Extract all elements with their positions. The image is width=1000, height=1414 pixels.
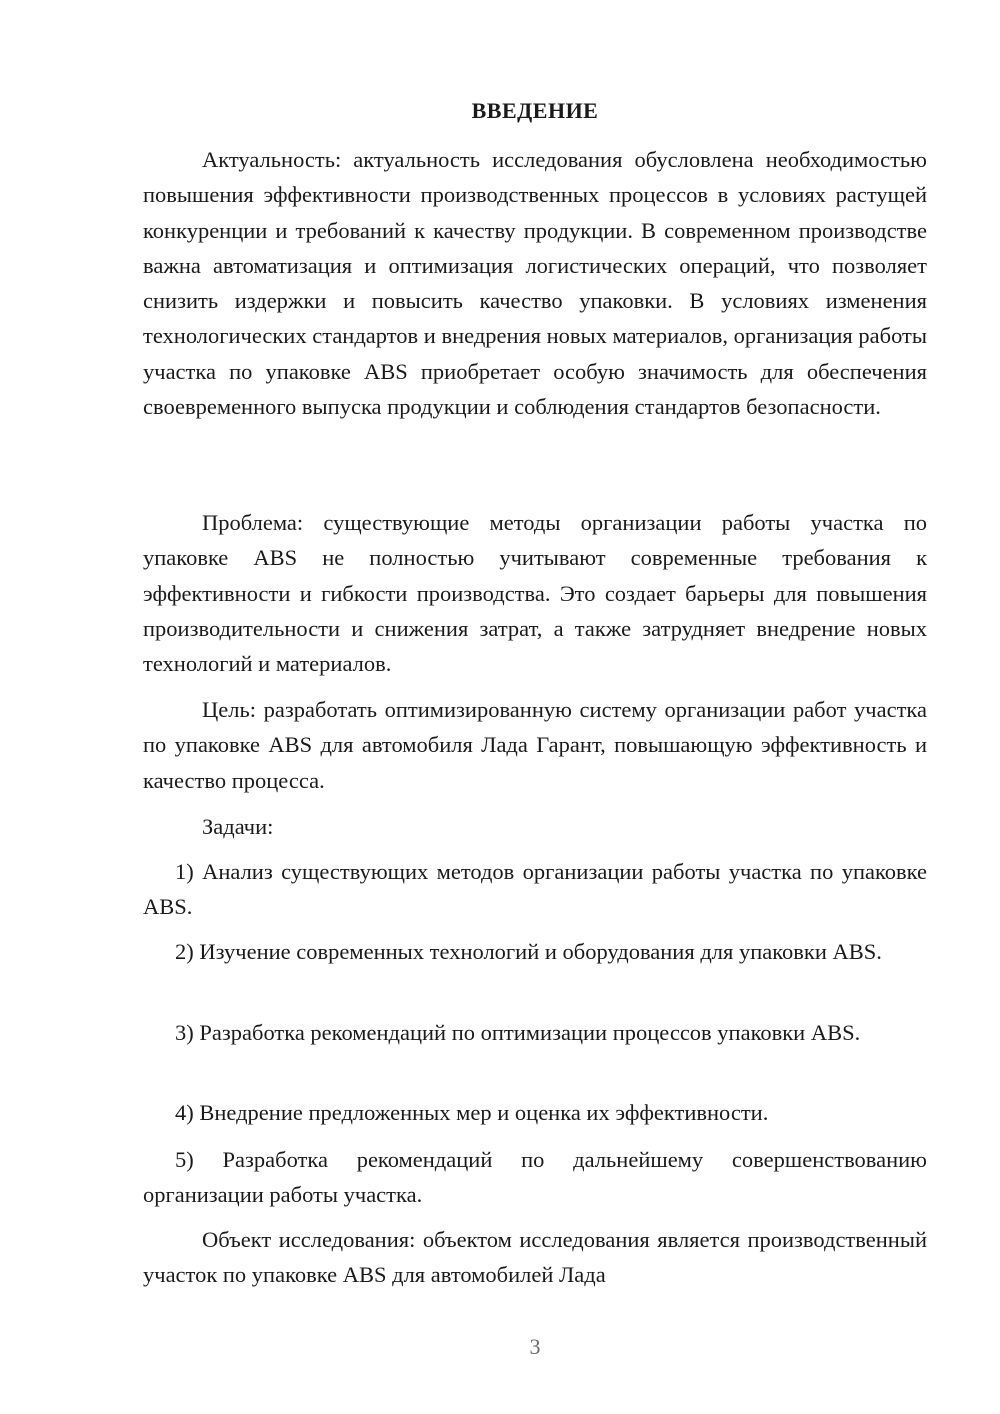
tasks-label: Задачи: — [202, 814, 274, 839]
section-heading: ВВЕДЕНИЕ — [471, 98, 599, 123]
task-item: 1) Анализ существующих методов организации работы участка по упаковке ABS. — [143, 859, 927, 920]
task-item: 2) Изучение современных технологий и оборудования для упаковки ABS. — [175, 939, 882, 964]
page-number: 3 — [529, 1334, 541, 1359]
paragraph-object: Объект исследования: объектом исследования является производственный участок по упаковке ABS для автомобилей Лада — [143, 1227, 927, 1288]
paragraph-relevance: Актуальность: актуальность исследования обусловлена необходимостью повышения эффективности производственных процессов в условиях растущей конкуренции и требований к качеству продукции. В современном производстве важна автоматизация и оптимизация логистических операций, что позволяет снизить издержки и повысить качество упаковки. В условиях изменения технологических стандартов и внедрения новых материалов, организация работы участка по упаковке ABS приобретает особую значимость для обеспечения своевременного выпуска продукции и соблюдения стандартов безопасности. — [143, 147, 927, 420]
document-page — [143, 0, 927, 1414]
paragraph-problem: Проблема: существующие методы организации работы участка по упаковке ABS не полностью учитывают современные требования к эффективности и гибкости производства. Это создает барьеры для повышения производительности и снижения затрат, а также затрудняет внедрение новых технологий и материалов. — [143, 510, 927, 677]
task-item: 4) Внедрение предложенных мер и оценка их эффективности. — [175, 1100, 769, 1125]
task-item: 3) Разработка рекомендаций по оптимизации процессов упаковки ABS. — [175, 1020, 861, 1045]
task-item: 5) Разработка рекомендаций по дальнейшему совершенствованию организации работы участка. — [143, 1147, 927, 1208]
paragraph-goal: Цель: разработать оптимизированную систему организации работ участка по упаковке ABS для автомобиля Лада Гарант, повышающую эффективность и качество процесса. — [143, 697, 927, 793]
